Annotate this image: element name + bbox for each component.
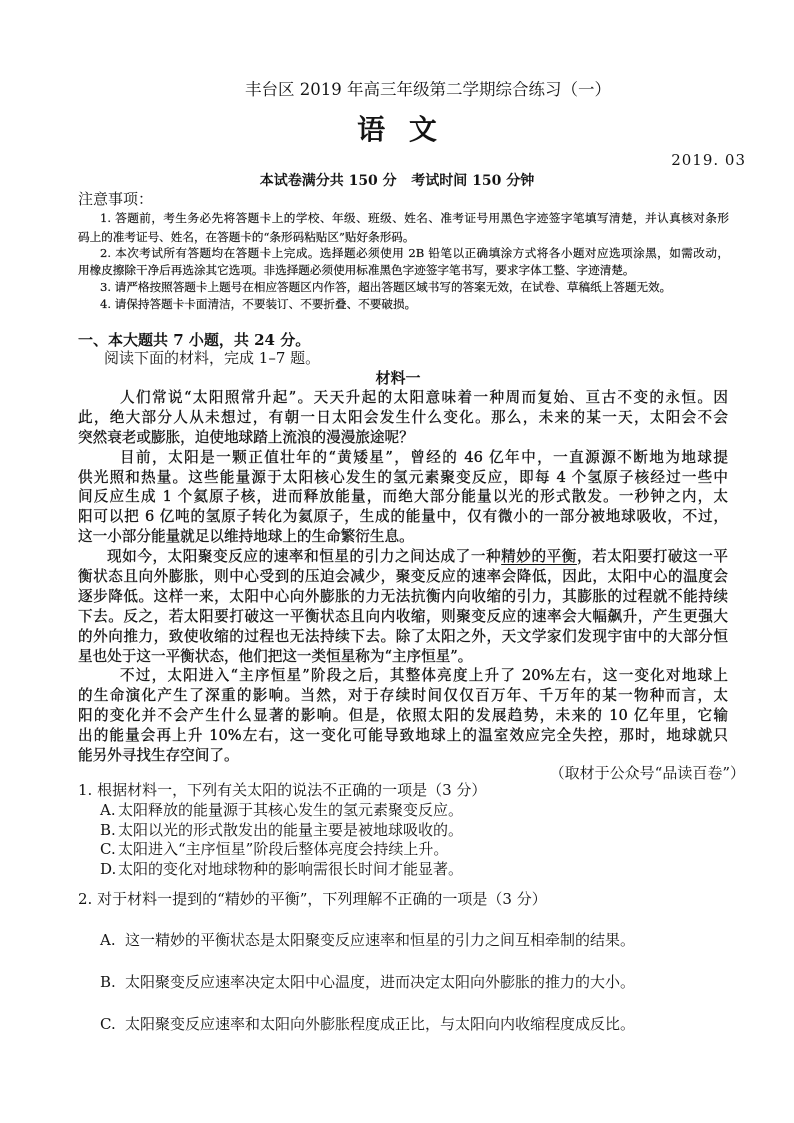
option-text: 太阳的变化对地球物种的影响需很长时间才能显著。 — [118, 859, 464, 878]
exam-info: 本试卷满分共 150 分 考试时间 150 分钟 — [259, 173, 535, 189]
option-label: A. — [100, 931, 116, 949]
option-c — [100, 1003, 635, 1045]
option-text: 太阳聚变反应速率决定太阳中心温度，进而决定太阳向外膨胀的推力的大小。 — [125, 973, 636, 991]
paragraph — [78, 388, 728, 448]
option-label: C. — [100, 1015, 116, 1033]
option-label: B. — [100, 973, 116, 991]
option-a — [100, 801, 463, 821]
option-text: 太阳以光的形式散发出的能量主要是被地球吸收的。 — [118, 820, 464, 839]
question-1-options — [100, 801, 463, 879]
paragraph-line: 这一小部分能量就足以维持地球上的生命繁衍生息。 — [78, 528, 414, 546]
paragraph-line: 目前，太阳是一颗正值壮年的“黄矮星”，曾经的 46 亿年中，一直源源不断地为地球提 — [120, 448, 728, 466]
question-2-options — [100, 919, 635, 1045]
paragraph-line: 的生命演化产生了深重的影响。当然，对于存续时间仅仅百万年、千万年的某一物种而言，太 — [78, 687, 728, 705]
paragraph-line: 阳可以把 6 亿吨的氢原子转化为氦原子，生成的能量中，仅有微小的一部分被地球吸收，不过， — [78, 508, 728, 526]
option-text: 太阳聚变反应速率和太阳向外膨胀程度成正比，与太阳向内收缩程度成反比。 — [125, 1015, 636, 1033]
paragraph-line: 衡状态且向外膨胀，则中心受到的压迫会减少，聚变反应的速率会降低，因此，太阳中心的温度会 — [78, 568, 728, 586]
option-d — [100, 860, 463, 880]
paragraph-line: 逐步降低。这样一来，太阳中心向外膨胀的力无法抗衡内向收缩的引力，其膨胀的过程就不能持续 — [78, 587, 728, 605]
option-a — [100, 919, 635, 961]
paragraph-line: 星也处于这一平衡状态，他们把这一类恒星称为“主序恒星”。 — [78, 647, 473, 665]
notice-item-line: 码上的准考证号、姓名，在答题卡的“条形码粘贴区”贴好条形码。 — [78, 229, 415, 244]
paragraph-line: 间反应生成 1 个氦原子核，进而释放能量，而绝大部分能量以光的形式散发。一秒钟之内，太 — [78, 488, 728, 506]
paragraph-line: 能另外寻找生存空间了。 — [78, 747, 239, 765]
subject-title: 语 文 — [357, 113, 437, 146]
option-b — [100, 821, 463, 841]
material-body — [78, 388, 728, 766]
paragraph-line: 人们常说“太阳照常升起”。天天升起的太阳意味着一种周而复始、亘古不变的永恒。因 — [120, 389, 728, 406]
paragraph-line: 的外向推力，致使收缩的过程也无法持续下去。除了太阳之外，天文学家们发现宇宙中的大部分恒 — [78, 627, 728, 645]
underlined-phrase: 精妙的平衡 — [501, 548, 577, 566]
option-text: 这一精妙的平衡状态是太阳聚变反应速率和恒星的引力之间互相牵制的结果。 — [125, 931, 636, 949]
paragraph — [78, 547, 728, 666]
paragraph-line — [78, 547, 728, 567]
section-heading: 一、本大题共 7 小题，共 24 分。 — [78, 331, 311, 349]
paragraph-line: 此，绝大部分人从未想过，有朝一日太阳会发生什么变化。那么，未来的某一天，太阳会不会 — [78, 408, 728, 426]
option-c — [100, 840, 463, 860]
paragraph-line: 阳的变化并不会产生什么显著的影响。但是，依照太阳的发展趋势，未来的 10 亿年里，它输 — [78, 707, 728, 725]
option-b — [100, 961, 635, 1003]
option-text: 太阳释放的能量源于其核心发生的氢元素聚变反应。 — [118, 801, 464, 820]
notice-item-line: 3. 请严格按照答题卡上题号在相应答题区内作答，超出答题区域书写的答案无效，在试卷、草稿纸上答题无效。 — [100, 279, 672, 294]
paragraph-line: 下去。反之，若太阳要打破这一平衡状态且向内收缩，则聚变反应的速率会大幅飙升，产生更强大 — [78, 607, 728, 625]
material-source: （取材于公众号“品读百卷”） — [549, 764, 745, 782]
exam-date: 2019. 03 — [671, 151, 746, 169]
option-label: D. — [100, 859, 117, 878]
notice-item-line: 1. 答题前，考生务必先将答题卡上的学校、年级、班级、姓名、准考证号用黑色字迹签字笔填写清楚，并认真核对条形 — [100, 210, 729, 225]
paragraph-line: 供光照和热量。这些能量源于太阳核心发生的氢元素聚变反应，即每 4 个氢原子核经过一些中 — [78, 468, 728, 486]
option-label: B. — [100, 820, 116, 839]
question-1-stem: 1. 根据材料一，下列有关太阳的说法不正确的一项是（3 分） — [78, 781, 487, 799]
notice-item-line: 4. 请保持答题卡卡面清洁，不要装订、不要折叠、不要破损。 — [100, 296, 417, 311]
section-instruction: 阅读下面的材料，完成 1–7 题。 — [104, 349, 321, 367]
question-2-stem: 2. 对于材料一提到的“精妙的平衡”，下列理解不正确的一项是（3 分） — [78, 890, 547, 908]
material-title: 材料一 — [375, 369, 421, 387]
text-segment: 现如今，太阳聚变反应的速率和恒星的引力之间达成了一种 — [107, 548, 502, 566]
option-label: C. — [100, 840, 116, 859]
paragraph — [78, 448, 728, 547]
notice-item-line: 用橡皮擦除干净后再选涂其它选项。非选择题必须使用标准黑色字迹签字笔书写，要求字体工整、字迹清楚。 — [78, 262, 635, 277]
paragraph-line: 不过，太阳进入“主序恒星”阶段之后，其整体亮度上升了 20%左右，这一变化对地球上 — [120, 667, 728, 685]
exam-title: 丰台区 2019 年高三年级第二学期综合练习（一） — [245, 80, 611, 99]
paragraph-line: 突然衰老或膨胀，迫使地球踏上流浪的漫漫旅途呢？ — [78, 428, 414, 446]
notice-heading: 注意事项： — [78, 190, 154, 208]
option-text: 太阳进入“主序恒星”阶段后整体亮度会持续上升。 — [118, 840, 449, 859]
option-label: A. — [100, 801, 116, 820]
notice-item-line: 2. 本次考试所有答题均在答题卡上完成。选择题必须使用 2B 铅笔以正确填涂方式将各小题对应选项涂黑，如需改动， — [100, 245, 729, 260]
paragraph — [78, 666, 728, 765]
paragraph-line: 出的能量会再上升 10%左右，这一变化可能导致地球上的温室效应完全失控，那时，地球就只 — [78, 727, 728, 745]
text-segment: ，若太阳要打破这一平 — [576, 548, 728, 566]
